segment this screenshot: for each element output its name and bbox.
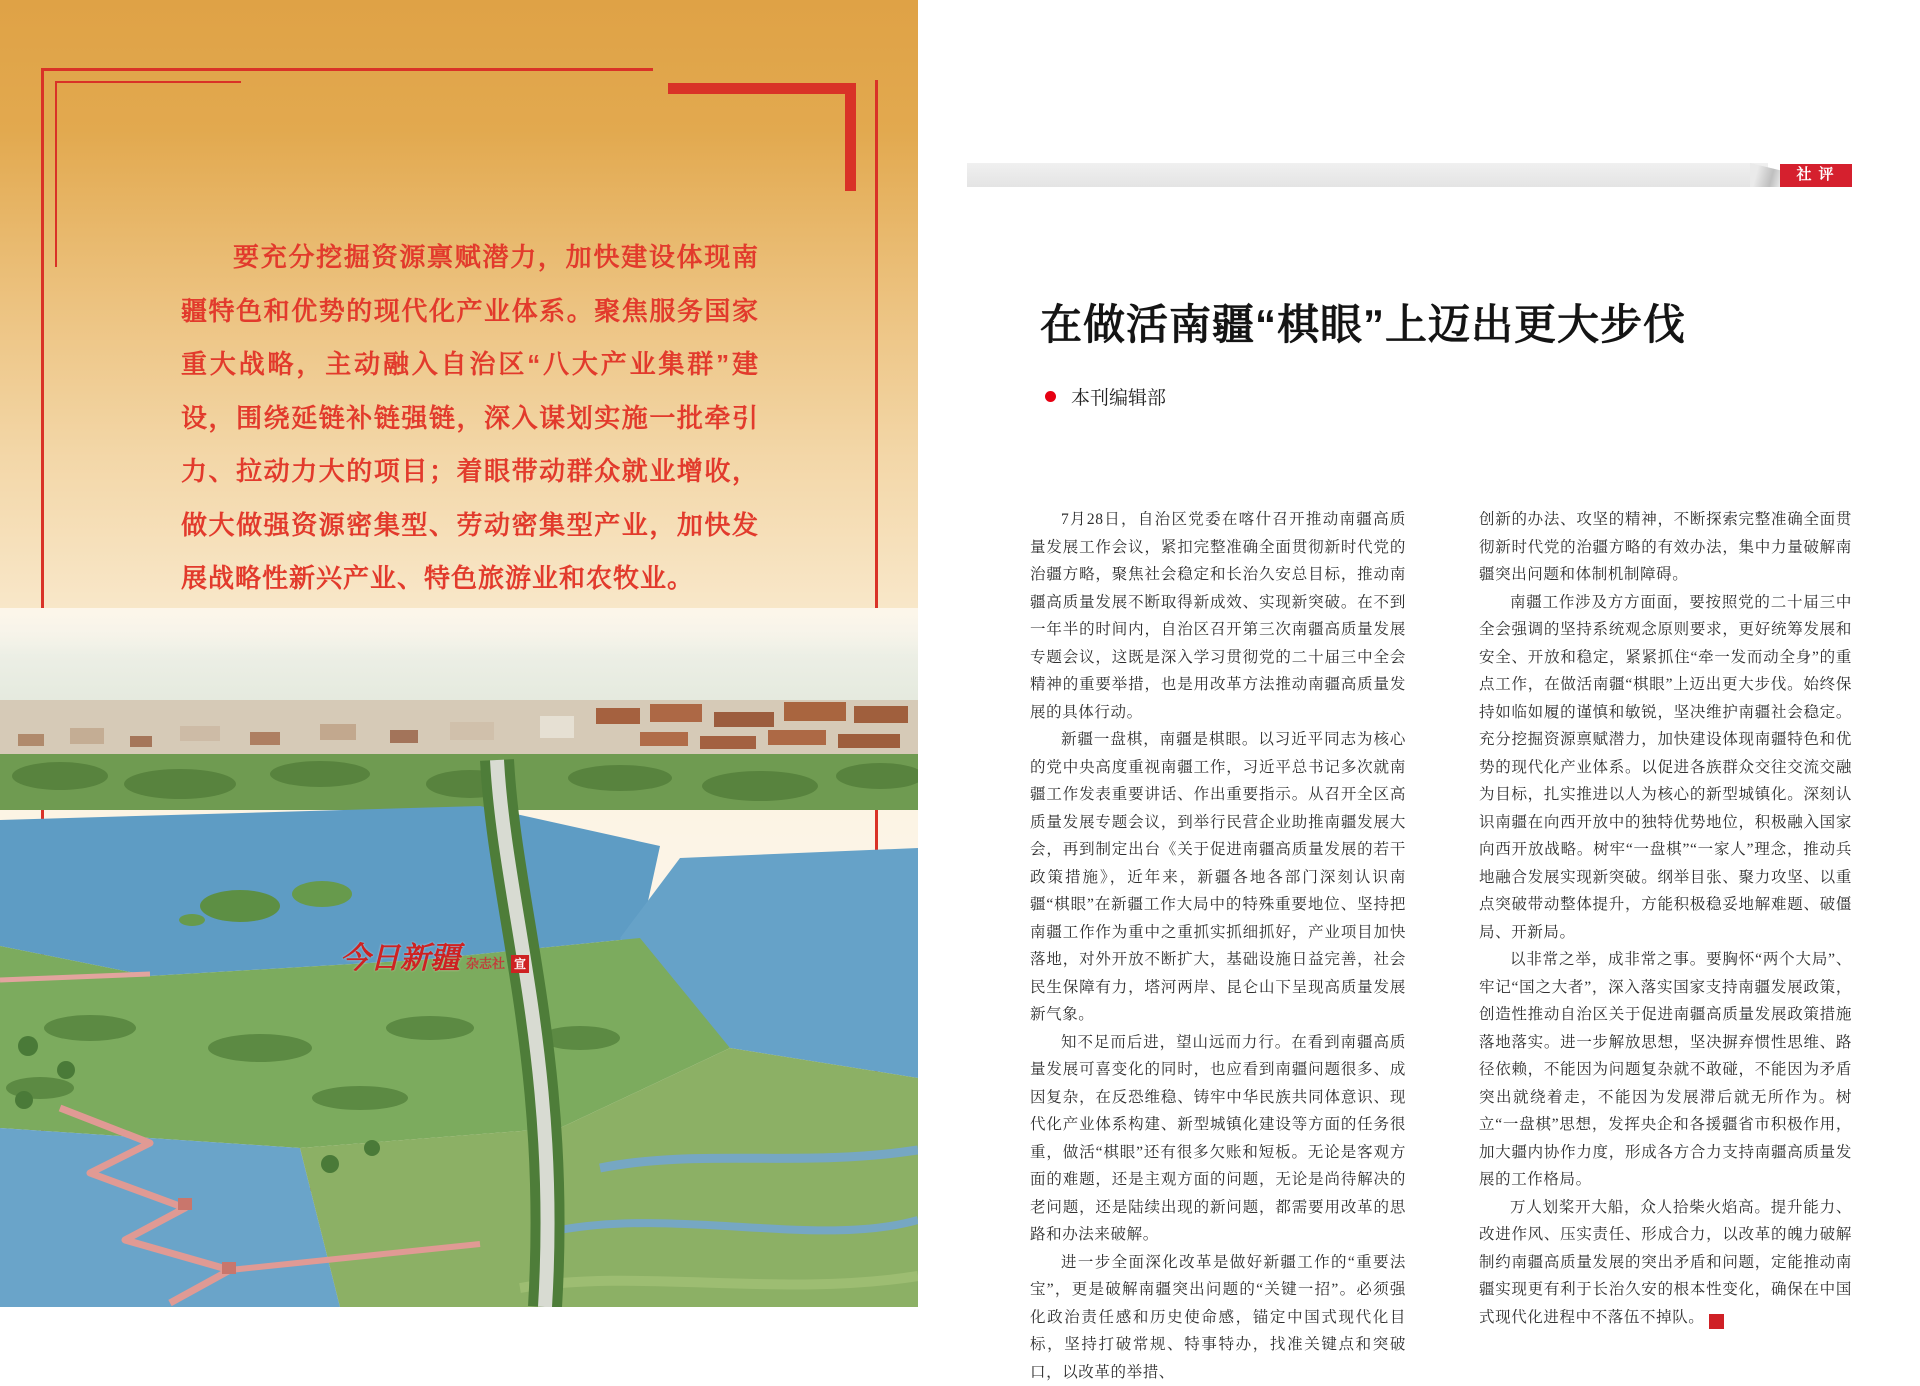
- frame-accent-top-right-v: [845, 83, 856, 191]
- section-header-bar-fold: [1750, 163, 1780, 187]
- body-paragraph: 以非常之举，成非常之事。要胸怀“两个大局”、牢记“国之大者”，深入落实国家支持南疆发展政策，创造性推动自治区关于促进南疆高质量发展政策措施落地落实。进一步解放思想，坚决摒弃惯性思维、路径依赖，不能因为问题复杂就不敢碰，不能因为矛盾突出就绕着走，不能因为发展滞后就无所作为。树立“一盘棋”思想，发挥央企和各援疆省市积极作用，加大疆内协作力度，形成各方合力支持南疆高质量发展的工作格局。: [1479, 946, 1852, 1194]
- frame-inner-corner-h: [55, 81, 241, 83]
- body-column-1: [1030, 506, 1406, 1386]
- section-tab: 社评: [1780, 164, 1852, 187]
- body-paragraph: 进一步全面深化改革是做好新疆工作的“重要法宝”，更是破解南疆突出问题的“关键一招”。必须强化政治责任感和历史使命感，锚定中国式现代化目标，坚持打破常规、特事特办，找准关键点和突破口，以改革的举措、: [1030, 1249, 1406, 1386]
- body-paragraph: 知不足而后进，望山远而力行。在看到南疆高质量发展可喜变化的同时，也应看到南疆问题很多、成因复杂，在反恐维稳、铸牢中华民族共同体意识、现代化产业体系构建、新型城镇化建设等方面的任务很重，做活“棋眼”还有很多欠账和短板。无论是客观方面的难题，还是主观方面的问题，无论是尚待解决的老问题，还是陆续出现的新问题，都需要用改革的思路和办法来破解。: [1030, 1029, 1406, 1249]
- magazine-logo-seal: 宣: [511, 955, 529, 973]
- frame-inner-corner-v: [55, 81, 57, 267]
- body-paragraph: 7月28日，自治区党委在喀什召开推动南疆高质量发展工作会议，紧扣完整准确全面贯彻新时代党的治疆方略，聚焦社会稳定和长治久安总目标，推动南疆高质量发展不断取得新成效、实现新突破。在不到一年半的时间内，自治区召开第三次南疆高质量发展专题会议，这既是深入学习贯彻党的二十届三中全会精神的重要举措，也是用改革方法推动南疆高质量发展的具体行动。: [1030, 506, 1406, 726]
- right-page: [918, 0, 1920, 1307]
- body-column-2: [1479, 506, 1852, 1331]
- pull-quote: 要充分挖掘资源禀赋潜力，加快建设体现南疆特色和优势的现代化产业体系。聚焦服务国家重大战略，主动融入自治区“八大产业集群”建设，围绕延链补链强链，深入谋划实施一批牵引力、拉动力大的项目；着眼带动群众就业增收，做大做强资源密集型、劳动密集型产业，加快发展战略性新兴产业、特色旅游业和农牧业。: [181, 231, 759, 606]
- frame-line-top: [41, 68, 653, 71]
- article-title: 在做活南疆“棋眼”上迈出更大步伐: [1040, 292, 1686, 352]
- article-end-mark: J: [1709, 1314, 1724, 1329]
- body-paragraph: 南疆工作涉及方方面面，要按照党的二十届三中全会强调的坚持系统观念原则要求，更好统筹发展和安全、开放和稳定，紧紧抓住“牵一发而动全身”的重点工作，在做活南疆“棋眼”上迈出更大步伐。始终保持如临如履的谨慎和敏锐，坚决维护南疆社会稳定。充分挖掘资源禀赋潜力，加快建设体现南疆特色和优势的现代化产业体系。以促进各族群众交往交流交融为目标，扎实推进以人为核心的新型城镇化。深刻认识南疆在向西开放中的独特优势地位，积极融入国家向西开放战略。树牢“一盘棋”“一家人”理念，推动兵地融合发展实现新突破。纲举目张、聚力攻坚、以重点突破带动整体提升，方能积极稳妥地解难题、破僵局、开新局。: [1479, 589, 1852, 947]
- photo-watermark: [340, 944, 529, 974]
- byline-bullet-icon: [1045, 391, 1056, 402]
- body-paragraph: 创新的办法、攻坚的精神，不断探索完整准确全面贯彻新时代党的治疆方略的有效办法，集中力量破解南疆突出问题和体制机制障碍。: [1479, 506, 1852, 589]
- body-paragraph: 万人划桨开大船，众人拾柴火焰高。提升能力、改进作风、压实责任、形成合力，以改革的魄力破解制约南疆高质量发展的突出矛盾和问题，定能推动南疆实现更有利于长治久安的根本性变化，确保在中国式现代化进程中不落伍不掉队。 J: [1479, 1194, 1852, 1332]
- magazine-logo-sub: 杂志社: [466, 953, 505, 972]
- byline: [1045, 383, 1166, 410]
- magazine-logo: 今日新疆: [340, 944, 460, 974]
- section-header-bar: [967, 163, 1768, 187]
- body-paragraph: 新疆一盘棋，南疆是棋眼。以习近平同志为核心的党中央高度重视南疆工作，习近平总书记多次就南疆工作发表重要讲话、作出重要指示。从召开全区高质量发展专题会议，到举行民营企业助推南疆发展大会，再到制定出台《关于促进南疆高质量发展的若干政策措施》，近年来，新疆各地各部门深刻认识南疆“棋眼”在新疆工作大局中的特殊重要地位、坚持把南疆工作作为重中之重抓实抓细抓好，产业项目加快落地，对外开放不断扩大，基础设施日益完善，社会民生保障有力，塔河两岸、昆仑山下呈现高质量发展新气象。: [1030, 726, 1406, 1029]
- byline-text: 本刊编辑部: [1071, 383, 1166, 410]
- frame-accent-top-right-h: [668, 83, 856, 94]
- left-page: [0, 0, 918, 1307]
